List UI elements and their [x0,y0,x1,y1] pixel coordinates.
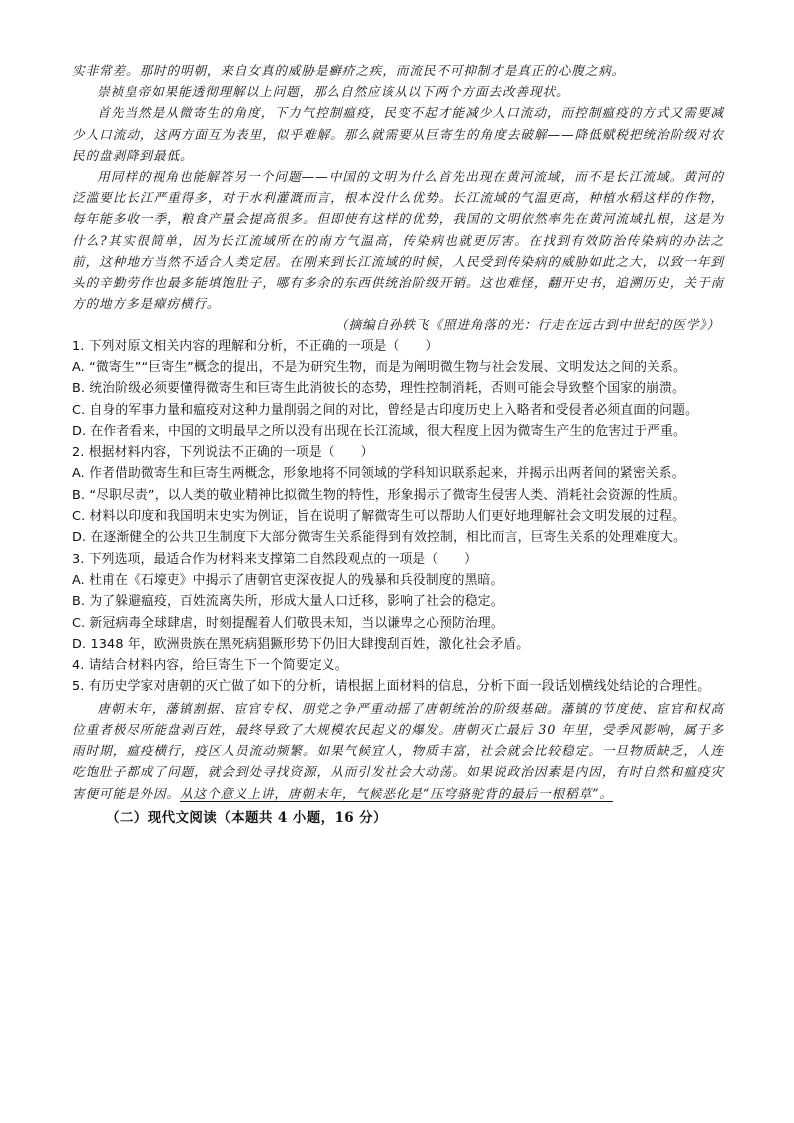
question-stem: 3. 下列选项，最适合作为材料来支撑第二自然段观点的一项是（ ） [72,551,478,567]
question-stem: 4. 请结合材料内容，给巨寄生下一个简要定义。 [72,658,348,674]
question-list [72,336,724,698]
q5-passage [72,698,724,804]
exam-page [72,60,724,830]
passage-source: （摘编自孙轶飞《照进角落的光：行走在远古到中世纪的医学》） [334,317,720,333]
option-d: D. 在作者看来，中国的文明最早之所以没有出现在长江流域，很大程度上因为微寄生产生的危害过于严重。 [72,423,686,439]
option-d: D. 在逐渐健全的公共卫生制度下大部分微寄生关系能得到有效控制，相比而言，巨寄生关系的处理难度大。 [72,530,686,546]
question-stem: 1. 下列对原文相关内容的理解和分析，不正确的一项是（ ） [72,338,439,354]
passage-paragraph: 首先当然是从微寄生的角度，下力气控制瘟疫，民变不起才能减少人口流动，而控制瘟疫的方式又需要减少人口流动，这两方面互为表里，似乎难解。那么就需要从巨寄生的角度去破解——降低赋税把统治阶级对农民的盘剥降到最低。 [72,105,724,163]
section-heading: （二）现代文阅读（本题共 4 小题，16 分） [106,809,387,826]
option-b: B. 为了躲避瘟疫，百姓流离失所，形成大量人口迁移，影响了社会的稳定。 [72,594,504,610]
option-b: B. “尽职尽责”，以人类的敬业精神比拟微生物的特性，形象揭示了微寄生侵害人类、消耗社会资源的性质。 [72,487,686,503]
option-a: A. 作者借助微寄生和巨寄生两概念，形象地将不同领域的学科知识联系起来，并揭示出两者间的紧密关系。 [72,466,685,482]
q5-text-before: 唐朝末年，藩镇割据、宦官专权、朋党之争严重动摇了唐朝统治的阶级基础。藩镇的节度使、宦官和权高位重者极尽所能盘剥百姓，最终导致了大规模农民起义的爆发。唐朝灭亡最后 30 年里，受季风影响，属于多雨时期，瘟疫横行，疫区人员流动频繁。如果气候宜人，物质丰富，社会就会比较稳定。一旦物质缺乏，人连吃饱肚子都成了问题，就会到处寻找资源，从而引发社会大动荡。如果说政治因素是内因，有时自然和瘟疫灾害便可能是外因。 [72,700,724,801]
option-b: B. 统治阶级必须要懂得微寄生和巨寄生此消彼长的态势，理性控制消耗，否则可能会导致整个国家的崩溃。 [72,381,685,397]
option-d: D. 1348 年，欧洲贵族在黑死病猖獗形势下仍旧大肆搜刮百姓，激化社会矛盾。 [72,636,530,652]
option-c: C. 新冠病毒全球肆虐，时刻提醒着人们敬畏未知，当以谦卑之心预防治理。 [72,615,504,631]
passage-paragraph: 用同样的视角也能解答另一个问题——中国的文明为什么首先出现在黄河流域，而不是长江流域。黄河的泛滥要比长江严重得多，对于水利灌溉而言，根本没什么优势。长江流域的气温更高，种植水稻这样的作物，每年能多收一季，粮食产量会提高很多。但即使有这样的优势，我国的文明依然率先在黄河流域扎根，这是为什么?其实很简单，因为长江流域所在的南方气温高，传染病也就更厉害。在找到有效防治传染病的办法之前，这种地方当然不适合人类定居。在刚来到长江流域的时候，人民受到传染病的威胁如此之大，以致一年到头的辛勤劳作也最多能填饱肚子，哪有多余的东西供统治阶级开销。这也难怪，翻开史书，追溯历史，关于南方的地方多是瘴疠横行。 [72,169,724,312]
option-c: C. 材料以印度和我国明末史实为例证，旨在说明了解微寄生可以帮助人们更好地理解社会文明发展的过程。 [72,509,686,525]
q5-passage-text [72,698,724,804]
q5-underlined-conclusion: 从这个意义上讲，唐朝末年，气候恶化是“压穹骆驼背的最后一根稻草”。 [179,785,613,801]
passage-paragraph: 崇祯皇帝如果能透彻理解以上问题，那么自然应该从以下两个方面去改善现状。 [97,84,570,100]
reading-passage [72,60,724,336]
option-a: A. “微寄生”“巨寄生”概念的提出，不是为研究生物，而是为阐明微生物与社会发展、文明发达之间的关系。 [72,359,686,375]
option-c: C. 自身的军事力量和瘟疫对这种力量削弱之间的对比，曾经是古印度历史上入略者和受侵者必须直面的问题。 [72,402,699,418]
question-stem: 2. 根据材料内容，下列说法不正确的一项是（ ） [72,445,374,461]
passage-paragraph: 实非常差。那时的明朝，来自女真的威胁是癣疥之疾，而流民不可抑制才是真正的心腹之病。 [72,63,626,78]
question-stem: 5. 有历史学家对唐朝的灭亡做了如下的分析，请根据上面材料的信息，分析下面一段话划横线处结论的合理性。 [72,679,711,695]
option-a: A. 杜甫在《石壕吏》中揭示了唐朝官吏深夜捉人的残暴和兵役制度的黑暗。 [72,572,504,588]
